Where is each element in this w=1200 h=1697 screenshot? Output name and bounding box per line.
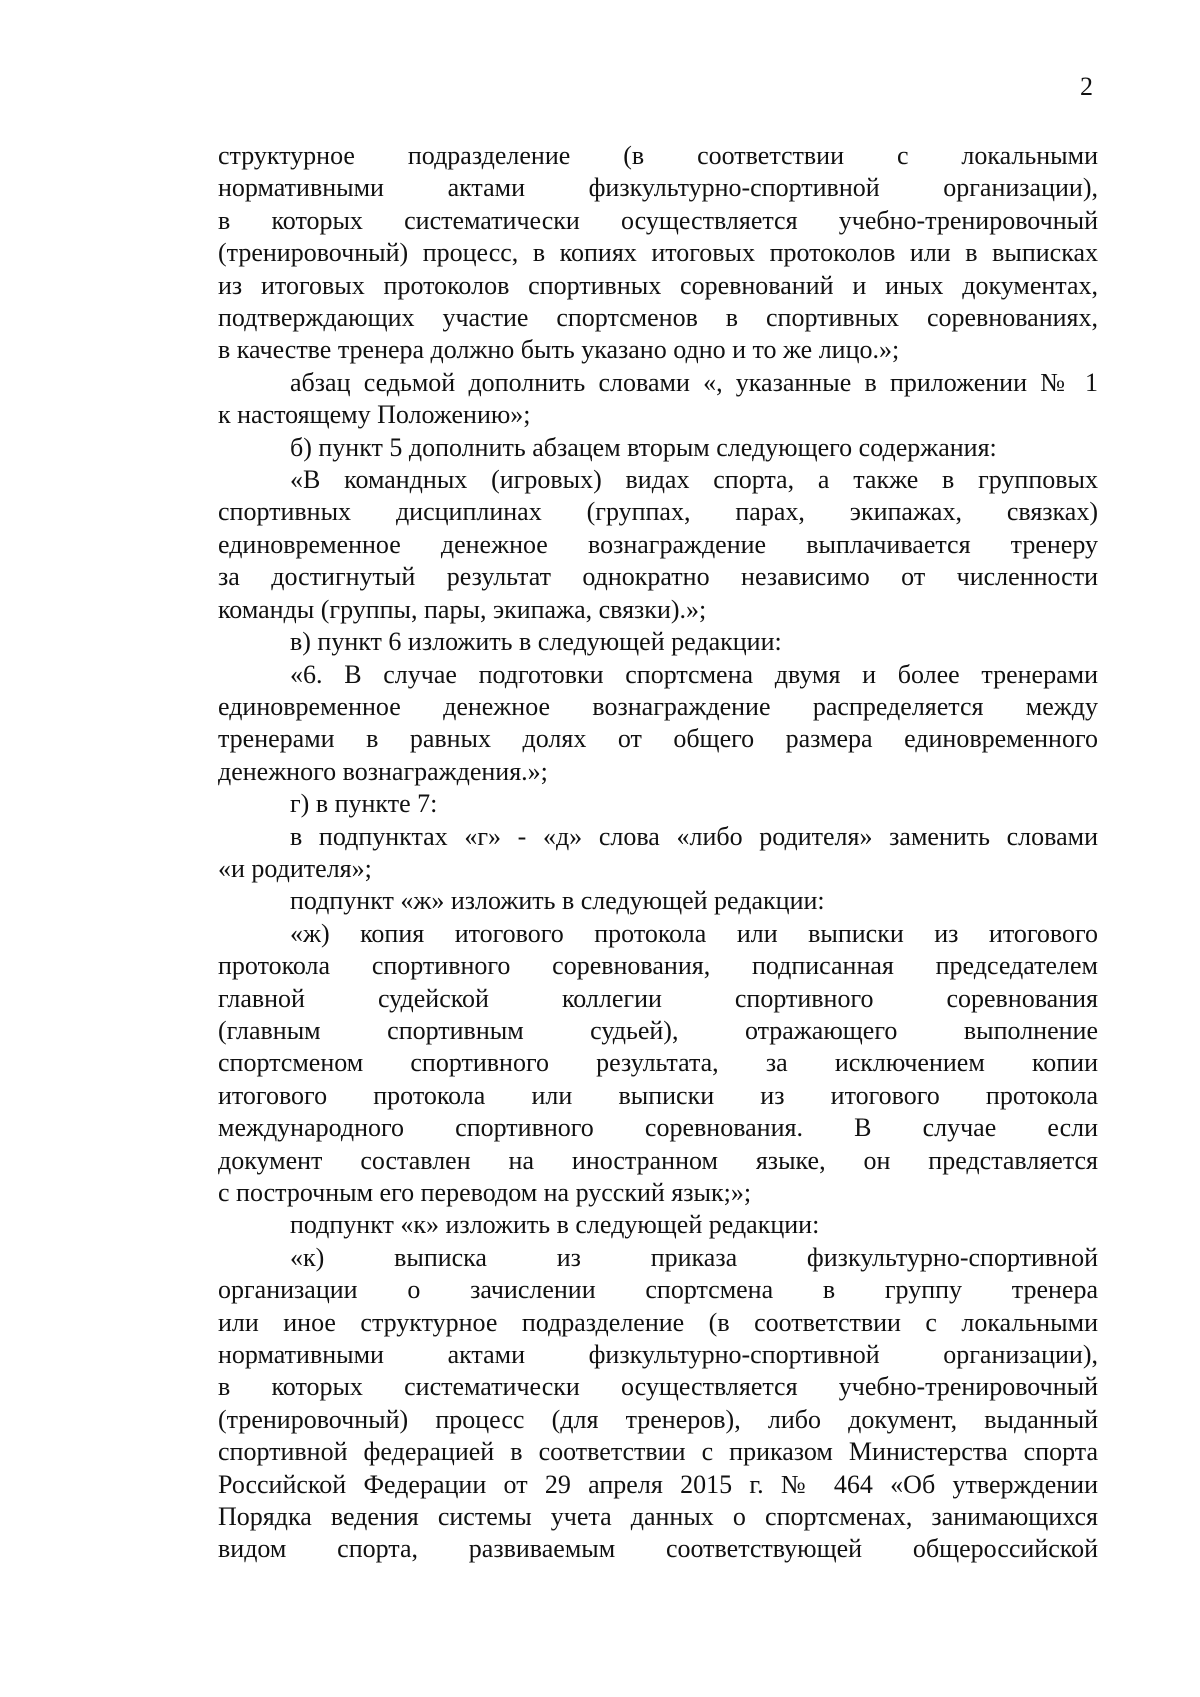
text-line: в качестве тренера должно быть указано одно и то же лицо.»; — [218, 335, 900, 365]
text-line: (тренировочный) процесс, в копиях итоговых протоколов или в выписках — [218, 238, 1098, 268]
text-line: или иное структурное подразделение (в соответствии с локальными — [218, 1307, 1098, 1337]
text-line: структурное подразделение (в соответствии с локальными — [218, 141, 1098, 170]
text-line: подтверждающих участие спортсменов в спортивных соревнованиях, — [218, 303, 1098, 333]
text-line: из итоговых протоколов спортивных соревнований и иных документах, — [218, 270, 1098, 300]
text-line: г) в пункте 7: — [290, 789, 438, 819]
text-line: организации о зачислении спортсмена в группу тренера — [218, 1275, 1098, 1305]
text-line: спортивной федерацией в соответствии с приказом Министерства спорта — [218, 1437, 1098, 1467]
text-line: абзац седьмой дополнить словами «, указанные в приложении № 1 — [290, 367, 1098, 397]
text-line: за достигнутый результат однократно независимо от численности — [218, 562, 1098, 592]
text-line: в) пункт 6 изложить в следующей редакции: — [290, 627, 782, 657]
text-line: «ж) копия итогового протокола или выписки из итогового — [290, 918, 1098, 948]
text-line: видом спорта, развиваемым соответствующей общероссийской — [218, 1534, 1098, 1564]
text-line: спортсменом спортивного результата, за исключением копии — [218, 1048, 1098, 1078]
text-line: (тренировочный) процесс (для тренеров), либо документ, выданный — [218, 1404, 1098, 1434]
document-body — [218, 140, 1098, 1566]
text-line: в которых систематически осуществляется учебно-тренировочный — [218, 1372, 1098, 1402]
text-line: нормативными актами физкультурно-спортивной организации), — [218, 1340, 1098, 1370]
text-line: «к) выписка из приказа физкультурно-спортивной — [290, 1242, 1098, 1272]
text-line: спортивных дисциплинах (группах, парах, экипажах, связках) — [218, 497, 1098, 527]
text-line: главной судейской коллегии спортивного соревнования — [218, 983, 1098, 1013]
text-line: «6. В случае подготовки спортсмена двумя и более тренерами — [290, 659, 1098, 689]
text-line: международного спортивного соревнования. В случае если — [218, 1113, 1098, 1143]
text-line: в которых систематически осуществляется учебно-тренировочный — [218, 205, 1098, 235]
text-line: команды (группы, пары, экипажа, связки).»; — [218, 594, 707, 624]
text-line: единовременное денежное вознаграждение распределяется между — [218, 691, 1098, 721]
text-line: б) пункт 5 дополнить абзацем вторым следующего содержания: — [290, 432, 997, 462]
text-line: нормативными актами физкультурно-спортивной организации), — [218, 173, 1098, 203]
text-line: подпункт «ж» изложить в следующей редакции: — [290, 886, 825, 916]
text-line: Порядка ведения системы учета данных о спортсменах, занимающихся — [218, 1502, 1098, 1532]
text-line: документ составлен на иностранном языке, он представляется — [218, 1145, 1098, 1175]
text-line: к настоящему Положению»; — [218, 400, 531, 430]
text-line: «и родителя»; — [218, 853, 372, 883]
text-line: «В командных (игровых) видах спорта, а также в групповых — [290, 465, 1098, 495]
text-line: подпункт «к» изложить в следующей редакции: — [290, 1210, 820, 1240]
page-number: 2 — [1080, 72, 1093, 101]
text-line: в подпунктах «г» - «д» слова «либо родителя» заменить словами — [290, 821, 1098, 851]
text-line: протокола спортивного соревнования, подписанная председателем — [218, 951, 1098, 981]
text-line: тренерами в равных долях от общего размера единовременного — [218, 724, 1098, 754]
text-line: (главным спортивным судьей), отражающего выполнение — [218, 1015, 1098, 1045]
text-line: Российской Федерации от 29 апреля 2015 г. № 464 «Об утверждении — [218, 1469, 1098, 1499]
text-line: единовременное денежное вознаграждение выплачивается тренеру — [218, 529, 1098, 559]
text-line: итогового протокола или выписки из итогового протокола — [218, 1080, 1098, 1110]
text-line: с построчным его переводом на русский язык;»; — [218, 1178, 752, 1207]
text-line: денежного вознаграждения.»; — [218, 756, 548, 786]
